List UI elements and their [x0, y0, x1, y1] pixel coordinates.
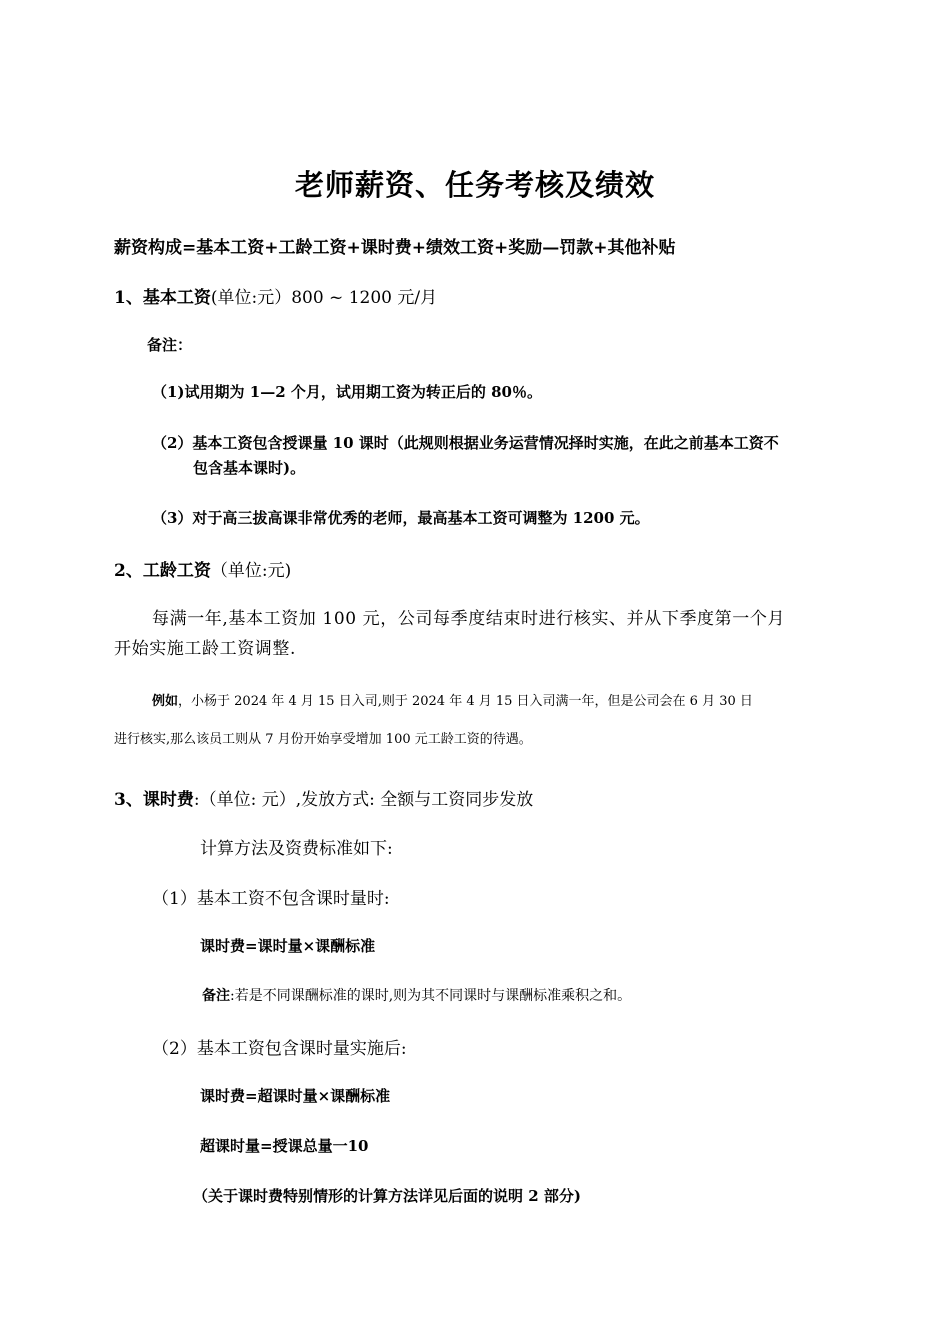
section-1-note-2: （2）基本工资包含授课量 10 课时（此规则根据业务运营情况择时实施，在此之前基本工资不 — [152, 434, 779, 452]
section-3-case-1: （1）基本工资不包含课时量时: — [152, 889, 390, 909]
section-3-note — [202, 985, 631, 1005]
section-3-title: 3、课时费 — [114, 790, 194, 810]
salary-formula: 薪资构成=基本工资+工龄工资+课时费+绩效工资+奖励—罚款+其他补贴 — [114, 238, 676, 258]
section-2-title: 2、工龄工资 — [114, 561, 211, 581]
section-2-heading — [114, 556, 291, 581]
section-2-paragraph-cont: 开始实施工龄工资调整. — [114, 639, 297, 659]
formula-1: 课时费=课时量×课酬标准 — [200, 937, 376, 955]
section-3-calc-intro: 计算方法及资费标准如下: — [200, 839, 393, 859]
section-1-note-3: （3）对于高三拔高课非常优秀的老师，最高基本工资可调整为 1200 元。 — [152, 509, 650, 527]
section-1-heading — [114, 283, 437, 308]
formula-2: 课时费=超课时量×课酬标准 — [200, 1087, 391, 1105]
example-label: 例如 — [152, 694, 179, 709]
section-1-note-label: 备注： — [147, 336, 193, 354]
section-3-case-2: （2）基本工资包含课时量实施后: — [152, 1039, 407, 1059]
section-3-note-label: 备注 — [202, 988, 230, 1004]
section-1-title: 1、基本工资 — [114, 288, 211, 308]
section-3-heading — [114, 785, 533, 810]
section-3-note-text: :若是不同课酬标准的课时,则为其不同课时与课酬标准乘积之和。 — [230, 988, 632, 1004]
document-title: 老师薪资、任务考核及绩效 — [294, 168, 655, 202]
formula-3: 超课时量=授课总量一10 — [200, 1137, 369, 1155]
section-3-unit: :（单位: 元）,发放方式: 全额与工资同步发放 — [193, 790, 534, 810]
section-1-note-1: （1)试用期为 1—2 个月，试用期工资为转正后的 80％。 — [152, 383, 542, 401]
section-2-paragraph: 每满一年,基本工资加 100 元，公司每季度结束时进行核实、并从下季度第一个月 — [152, 609, 786, 629]
section-1-unit: (单位:元）800 ~ 1200 元/月 — [210, 288, 438, 308]
section-1-note-2-cont: 包含基本课时)。 — [193, 459, 306, 477]
special-case-note: （关于课时费特别情形的计算方法详见后面的说明 2 部分) — [193, 1187, 581, 1205]
section-2-example-cont: 进行核实,那么该员工则从 7 月份开始享受增加 100 元工龄工资的待遇。 — [114, 732, 532, 747]
example-text: ，小杨于 2024 年 4 月 15 日入司,则于 2024 年 4 月 15 日入司满一年，但是公司会在 6 月 30 日 — [178, 694, 753, 709]
section-2-unit: （单位:元) — [210, 561, 292, 581]
section-2-example — [152, 690, 753, 709]
